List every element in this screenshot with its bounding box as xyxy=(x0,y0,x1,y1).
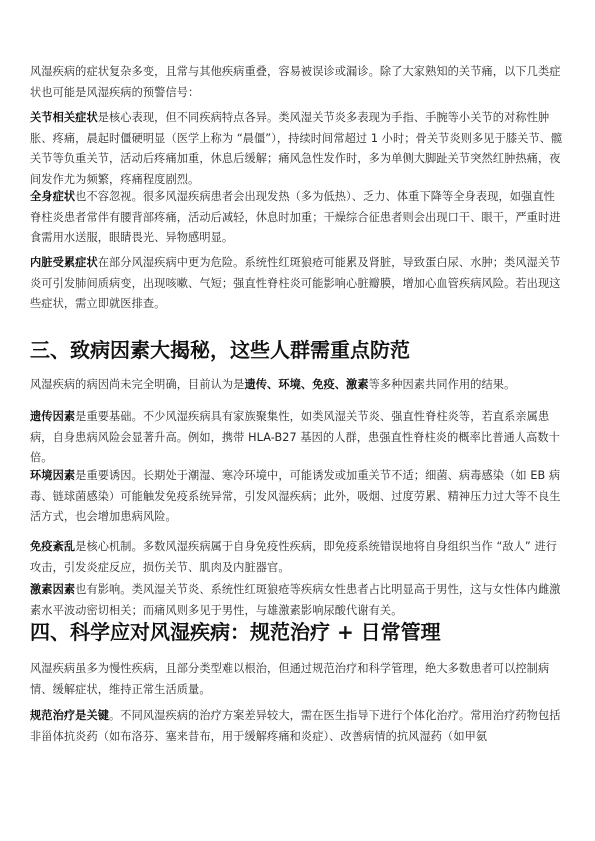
treatment-label: 规范治疗是关键 xyxy=(30,709,110,722)
section-4-intro-text: 风湿疾病虽多为慢性疾病，且部分类型难以根治，但通过规范治疗和科学管理，绝大多数患者可以控制病情、缓解症状，维持正常生活质量。 xyxy=(30,662,550,696)
organ-symptoms-label: 内脏受累症状 xyxy=(30,256,98,269)
joint-symptoms-text: 是核心表现，但不同疾病特点各异。类风湿关节炎多表现为手指、手腕等小关节的对称性肿胀、疼痛，晨起时僵硬明显（医学上称为 “晨僵”），持续时间常超过 1 小时；骨关节炎则多见于膝关节、髋关节等负重关节，活动后疼痛加重，休息后缓解；痛风急性发作时，多为单侧大脚趾关节突然红肿热痛，夜间发作尤为频繁，疼痛程度剧烈。 xyxy=(30,111,563,186)
systemic-symptoms-paragraph xyxy=(30,187,566,249)
organ-symptoms-text: 在部分风湿疾病中更为危险。系统性红斑狼疮可能累及肾脏，导致蛋白尿、水肿；类风湿关节炎可引发肺间质病变，出现咳嗽、气短；强直性脊柱炎可能影响心脏瓣膜，增加心血管疾病风险。若出现这些症状，需立即就医排查。 xyxy=(30,256,561,310)
environment-factors-text: 是重要诱因。长期处于潮湿、寒冷环境中，可能诱发或加重关节不适；细菌、病毒感染（如 EB 病毒、链球菌感染）可能触发免疫系统异常，引发风湿疾病；此外，吸烟、过度劳累、精神压力过大等不良生活方式，也会增加患病风险。 xyxy=(30,469,561,523)
environment-factors-label: 环境因素 xyxy=(30,469,76,482)
hormone-factors-label: 激素因素 xyxy=(30,583,76,596)
immune-disorder-text: 是核心机制。多数风湿疾病属于自身免疫性疾病，即免疫系统错误地将自身组织当作 “敌人” 进行攻击，引发炎症反应，损伤关节、肌肉及内脏器官。 xyxy=(30,540,558,574)
section-3-intro xyxy=(30,375,515,396)
section-3-intro-c: 等多种因素共同作用的结果。 xyxy=(368,378,516,391)
environment-factors-paragraph xyxy=(30,466,566,528)
organ-symptoms-paragraph xyxy=(30,253,566,315)
section-3-heading: 三、致病因素大揭秘，这些人群需重点防范 xyxy=(30,338,410,362)
hormone-factors-paragraph xyxy=(30,580,566,621)
treatment-text: 。不同风湿疾病的治疗方案差异较大，需在医生指导下进行个体化治疗。常用治疗药物包括非甾体抗炎药（如布洛芬、塞来昔布，用于缓解疼痛和炎症）、改善病情的抗风湿药（如甲氨 xyxy=(30,709,561,743)
genetic-factors-paragraph xyxy=(30,407,566,469)
genetic-factors-text: 是重要基础。不少风湿疾病具有家族聚集性，如类风湿关节炎、强直性脊柱炎等，若直系亲属患病，自身患病风险会显著升高。例如，携带 HLA-B27 基因的人群，患强直性脊柱炎的概率比普通人高数十倍。 xyxy=(30,410,560,464)
genetic-factors-label: 遗传因素 xyxy=(30,410,76,423)
intro-text: 风湿疾病的症状复杂多变，且常与其他疾病重叠，容易被误诊或漏诊。除了大家熟知的关节痛，以下几类症状也可能是风湿疾病的预警信号： xyxy=(30,65,561,99)
joint-symptoms-label: 关节相关症状 xyxy=(30,111,98,124)
systemic-symptoms-text: 也不容忽视。很多风湿疾病患者会出现发热（多为低热）、乏力、体重下降等全身表现，如强直性脊柱炎患者常伴有腰背部疼痛，活动后减轻，休息时加重；干燥综合征患者则会出现口干、眼干，严重时进食需用水送服，眼睛畏光、异物感明显。 xyxy=(30,190,561,244)
section-4-intro xyxy=(30,659,566,700)
joint-symptoms-paragraph xyxy=(30,108,566,190)
section-3-intro-a: 风湿疾病的病因尚未完全明确，目前认为是 xyxy=(30,378,245,391)
immune-disorder-label: 免疫紊乱 xyxy=(30,540,76,553)
hormone-factors-text: 也有影响。类风湿关节炎、系统性红斑狼疮等疾病女性患者占比明显高于男性，这与女性体内雌激素水平波动密切相关；而痛风则多见于男性，与雄激素影响尿酸代谢有关。 xyxy=(30,583,561,617)
section-4-heading: 四、科学应对风湿疾病：规范治疗 + 日常管理 xyxy=(30,620,441,644)
section-3-intro-factors: 遗传、环境、免疫、激素 xyxy=(244,378,369,391)
systemic-symptoms-label: 全身症状 xyxy=(30,190,76,203)
immune-disorder-paragraph xyxy=(30,537,566,578)
treatment-paragraph xyxy=(30,706,566,747)
intro-paragraph xyxy=(30,62,566,103)
